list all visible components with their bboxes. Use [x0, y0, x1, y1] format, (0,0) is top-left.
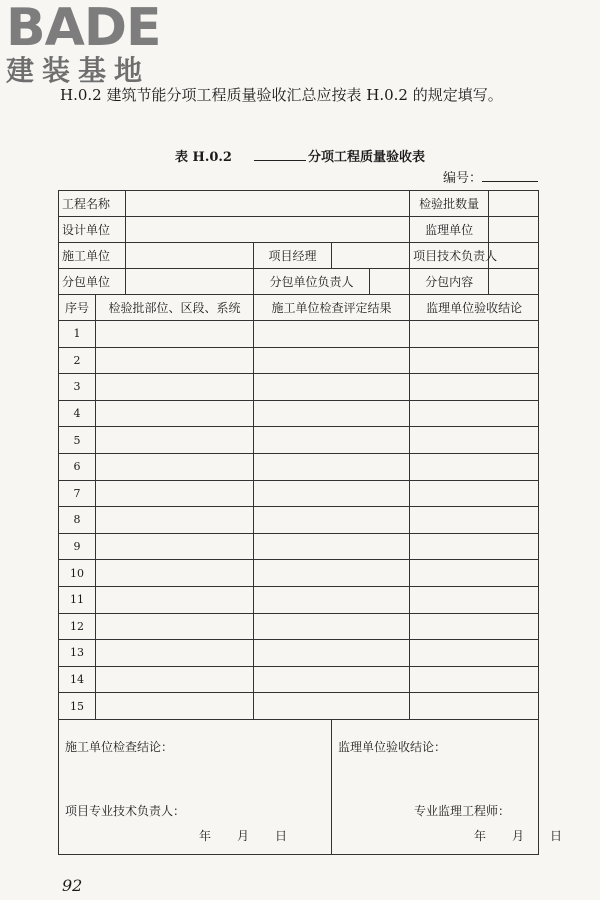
- item-supervision-result-cell: [410, 560, 539, 587]
- construction-conclusion-label: 施工单位检查结论：: [65, 739, 174, 754]
- section-paragraph: H.0.2 建筑节能分项工程质量验收汇总应按表 H.0.2 的规定填写。: [60, 86, 503, 104]
- serial-number: [443, 167, 538, 186]
- item-construction-result-cell: [254, 374, 410, 401]
- item-number: 10: [59, 560, 96, 587]
- item-supervision-result-cell: [410, 693, 539, 720]
- title-blank: [254, 160, 306, 161]
- item-construction-result-cell: [254, 427, 410, 454]
- item-supervision-result-cell: [410, 400, 539, 427]
- item-location-cell: [96, 347, 254, 374]
- item-row: [59, 507, 539, 534]
- item-number: 15: [59, 693, 96, 720]
- item-location-cell: [96, 666, 254, 693]
- item-construction-result-cell: [254, 453, 410, 480]
- item-location-cell: [96, 613, 254, 640]
- value-construction-unit: [126, 243, 254, 269]
- supervision-date-year: 年: [474, 828, 487, 843]
- form-row-construction: [59, 243, 539, 269]
- item-supervision-result-cell: [410, 321, 539, 348]
- item-supervision-result-cell: [410, 533, 539, 560]
- logo-wordmark: BADE: [6, 0, 161, 58]
- item-supervision-result-cell: [410, 640, 539, 667]
- item-number: 5: [59, 427, 96, 454]
- item-number: 4: [59, 400, 96, 427]
- item-row: [59, 693, 539, 720]
- item-row: [59, 480, 539, 507]
- label-project-manager: 项目经理: [254, 243, 332, 269]
- item-number: 6: [59, 453, 96, 480]
- value-supervision-unit: [489, 217, 539, 243]
- item-construction-result-cell: [254, 640, 410, 667]
- item-construction-result-cell: [254, 586, 410, 613]
- supervision-date-day: 日: [550, 828, 563, 843]
- conclusion-row: [59, 719, 539, 854]
- item-number: 8: [59, 507, 96, 534]
- supervision-date-month: 月: [512, 828, 525, 843]
- item-number: 11: [59, 586, 96, 613]
- item-construction-result-cell: [254, 347, 410, 374]
- item-row: [59, 374, 539, 401]
- construction-date-day: 日: [275, 828, 288, 843]
- item-supervision-result-cell: [410, 347, 539, 374]
- item-number: 12: [59, 613, 96, 640]
- item-row: [59, 586, 539, 613]
- item-row: [59, 400, 539, 427]
- value-batch-count: [489, 191, 539, 217]
- item-location-cell: [96, 453, 254, 480]
- item-supervision-result-cell: [410, 453, 539, 480]
- label-project-name: 工程名称: [59, 191, 126, 217]
- item-row: [59, 453, 539, 480]
- label-tech-leader: 项目技术负责人: [410, 243, 489, 269]
- label-construction-unit: 施工单位: [59, 243, 126, 269]
- item-supervision-result-cell: [410, 374, 539, 401]
- construction-conclusion-cell: [59, 719, 332, 854]
- item-location-cell: [96, 321, 254, 348]
- table-title: [0, 146, 600, 165]
- item-number: 14: [59, 666, 96, 693]
- item-construction-result-cell: [254, 613, 410, 640]
- item-supervision-result-cell: [410, 427, 539, 454]
- acceptance-form: [58, 190, 563, 855]
- serial-blank: [482, 181, 538, 182]
- item-supervision-result-cell: [410, 480, 539, 507]
- item-row: [59, 560, 539, 587]
- item-construction-result-cell: [254, 400, 410, 427]
- supervision-conclusion-label: 监理单位验收结论：: [338, 739, 447, 754]
- item-construction-result-cell: [254, 480, 410, 507]
- item-location-cell: [96, 640, 254, 667]
- item-row: [59, 347, 539, 374]
- item-location-cell: [96, 480, 254, 507]
- item-location-cell: [96, 507, 254, 534]
- item-number: 3: [59, 374, 96, 401]
- item-number: 7: [59, 480, 96, 507]
- item-number: 9: [59, 533, 96, 560]
- item-location-cell: [96, 586, 254, 613]
- item-number: 1: [59, 321, 96, 348]
- item-row: [59, 321, 539, 348]
- label-design-unit: 设计单位: [59, 217, 126, 243]
- form-row-design: [59, 217, 539, 243]
- column-header-construction-result: 施工单位检查评定结果: [254, 295, 410, 321]
- label-batch-count: 检验批数量: [410, 191, 489, 217]
- label-supervision-unit: 监理单位: [410, 217, 489, 243]
- construction-date-month: 月: [237, 828, 250, 843]
- item-row: [59, 533, 539, 560]
- label-subcontract-unit: 分包单位: [59, 269, 126, 295]
- column-header-supervision-result: 监理单位验收结论: [410, 295, 539, 321]
- item-location-cell: [96, 427, 254, 454]
- item-location-cell: [96, 533, 254, 560]
- value-subcontract-leader: [370, 269, 410, 295]
- value-project-manager: [332, 243, 410, 269]
- serial-label: 编号：: [442, 171, 482, 186]
- construction-date-year: 年: [199, 828, 212, 843]
- publisher-logo: [6, 2, 176, 86]
- item-number: 2: [59, 347, 96, 374]
- form-header-row: [59, 295, 539, 321]
- item-row: [59, 427, 539, 454]
- column-header-location: 检验批部位、区段、系统: [96, 295, 254, 321]
- construction-signer-label: 项目专业技术负责人：: [65, 803, 186, 818]
- table-name: 分项工程质量验收表: [307, 150, 425, 165]
- item-supervision-result-cell: [410, 507, 539, 534]
- item-row: [59, 613, 539, 640]
- table-number: 表 H.0.2: [175, 150, 232, 165]
- item-location-cell: [96, 374, 254, 401]
- label-subcontract-leader: 分包单位负责人: [254, 269, 370, 295]
- item-location-cell: [96, 693, 254, 720]
- value-project-name: [126, 191, 410, 217]
- form-row-subcontract: [59, 269, 539, 295]
- item-construction-result-cell: [254, 693, 410, 720]
- item-supervision-result-cell: [410, 666, 539, 693]
- item-row: [59, 640, 539, 667]
- column-header-no: 序号: [59, 295, 96, 321]
- item-row: [59, 666, 539, 693]
- form-row-project: [59, 191, 539, 217]
- item-construction-result-cell: [254, 666, 410, 693]
- item-construction-result-cell: [254, 533, 410, 560]
- item-construction-result-cell: [254, 507, 410, 534]
- supervision-conclusion-cell: [332, 719, 563, 854]
- item-supervision-result-cell: [410, 586, 539, 613]
- value-design-unit: [126, 217, 410, 243]
- label-subcontract-content: 分包内容: [410, 269, 489, 295]
- value-subcontract-content: [489, 269, 539, 295]
- item-location-cell: [96, 560, 254, 587]
- value-subcontract-unit: [126, 269, 254, 295]
- page-number: 92: [62, 876, 83, 895]
- item-supervision-result-cell: [410, 613, 539, 640]
- item-location-cell: [96, 400, 254, 427]
- supervision-signer-label: 专业监理工程师：: [414, 803, 511, 818]
- item-rows: [59, 321, 539, 720]
- item-construction-result-cell: [254, 560, 410, 587]
- item-number: 13: [59, 640, 96, 667]
- item-construction-result-cell: [254, 321, 410, 348]
- logo-subtitle: 建装基地: [6, 54, 151, 87]
